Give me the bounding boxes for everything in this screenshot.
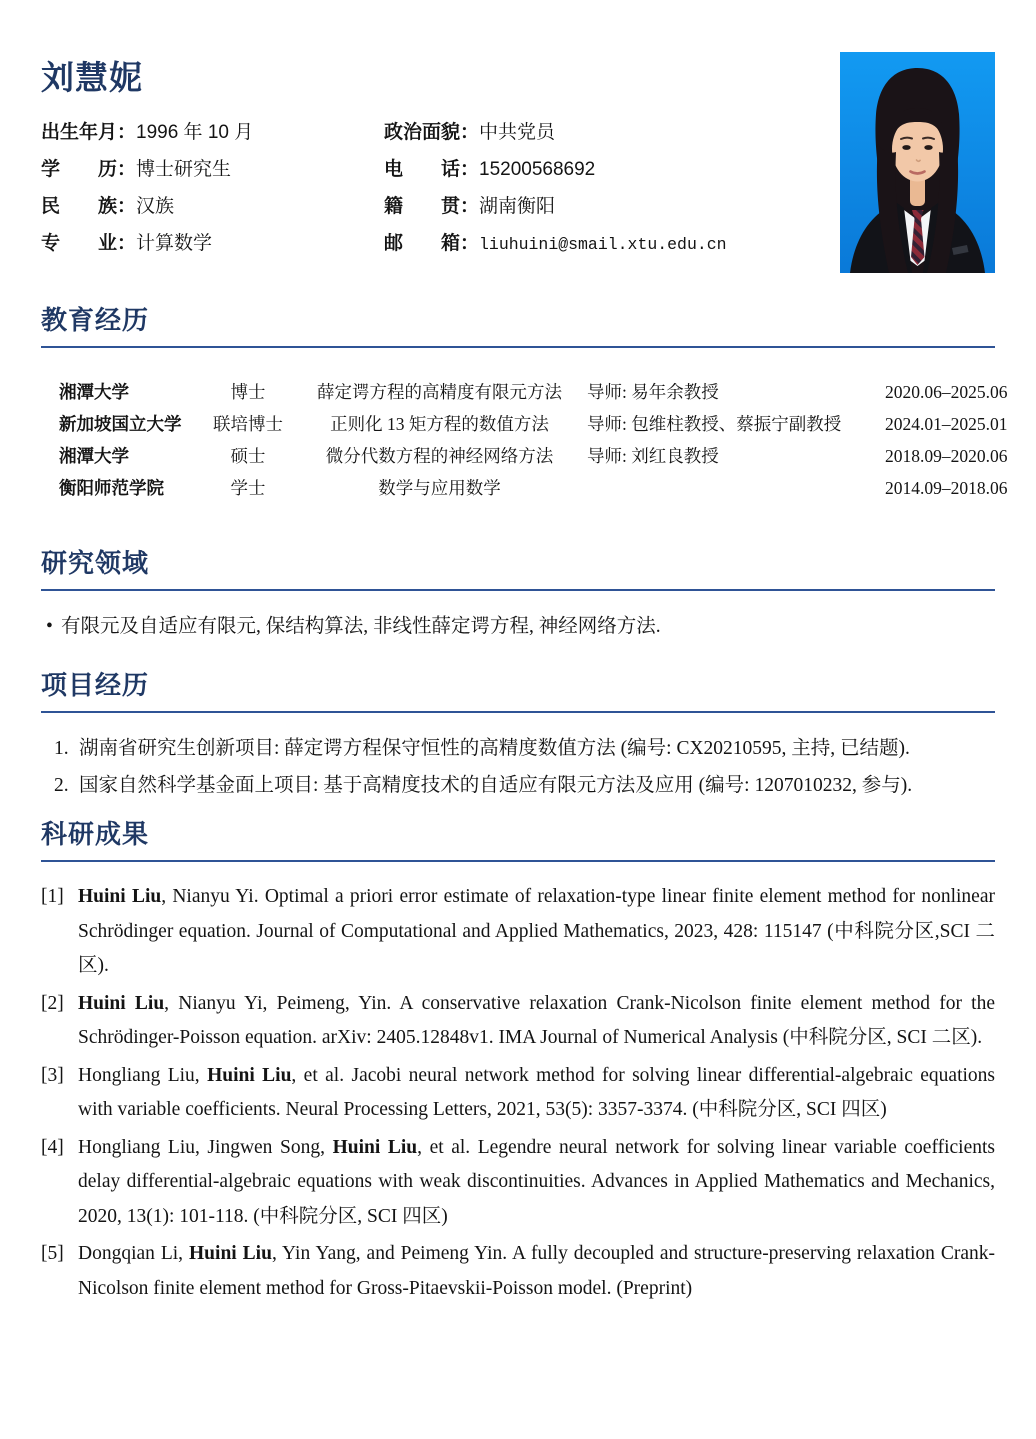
publication-segment: , Yin Yang, and Peimeng Yin. A fully decoupled and structure-preserving relaxation Crank-Nicolson finite element method for Gross-Pitaevskii-Poisson model. (Preprint): [78, 1243, 995, 1299]
info-label: 民 族：: [41, 196, 137, 217]
info-value: 计算数学: [136, 233, 213, 254]
section-title-publications: 科研成果: [41, 819, 150, 849]
info-label: 籍 贯：: [384, 196, 480, 217]
publication-text: [78, 886, 995, 976]
project-text: 湖南省研究生创新项目: 薛定谔方程保守恒性的高精度数值方法 (编号: CX20210595, 主持, 已结题).: [79, 738, 910, 759]
info-label: 出生年月：: [41, 122, 137, 143]
info-row: [41, 225, 384, 262]
publication-index: [1]: [41, 886, 64, 907]
section-title-education: 教育经历: [41, 305, 150, 335]
education-row: [59, 472, 1008, 504]
info-row: [41, 114, 384, 151]
publication-text: [78, 1137, 995, 1227]
info-label: 学 历：: [41, 159, 137, 180]
info-value: 15200568692: [479, 159, 596, 180]
education-row: [59, 376, 1008, 408]
section-education: [41, 305, 1008, 504]
education-school: 衡阳师范学院: [59, 478, 164, 498]
publication-item: [41, 1131, 995, 1235]
publication-text: [78, 993, 995, 1049]
section-title-research: 研究领域: [41, 548, 150, 578]
education-topic: 微分代数方程的神经网络方法: [325, 446, 554, 466]
education-school: 湘潭大学: [59, 446, 129, 466]
education-degree: 联培博士: [213, 414, 283, 434]
publication-segment: , Nianyu Yi, Peimeng, Yin. A conservative relaxation Crank-Nicolson finite element method for the Schrödinger-Poisson equation. arXiv: 2405.12848v1. IMA Journal of Numerical Analysis (中科院分区, SCI 二区).: [78, 992, 995, 1048]
publication-list: [41, 880, 995, 1306]
section-divider: [41, 589, 995, 591]
education-degree: 硕士: [230, 446, 266, 466]
author-highlight: Huini Liu: [78, 886, 162, 907]
project-list: [41, 731, 995, 803]
info-value: 1996 年 10 月: [136, 122, 254, 143]
publication-item: [41, 1059, 995, 1128]
publication-index: [4]: [41, 1136, 64, 1158]
section-projects: [41, 670, 995, 803]
research-area-list: [41, 609, 995, 644]
education-advisor: 导师: 刘红良教授: [587, 446, 719, 466]
publication-item: [41, 880, 995, 984]
education-period: 2018.09–2020.06: [885, 446, 1008, 466]
publication-text: [78, 1065, 995, 1121]
project-item: [41, 731, 995, 766]
right-eye: [924, 145, 932, 150]
education-period: 2020.06–2025.06: [885, 382, 1008, 402]
person-name: 刘慧妮: [41, 59, 143, 96]
publication-index: [5]: [41, 1243, 64, 1264]
research-area-item: [41, 609, 995, 644]
publication-segment: Dongqian Li,: [78, 1243, 190, 1264]
info-value: liuhuini@smail.xtu.edu.cn: [479, 235, 727, 254]
education-advisor: 导师: 易年余教授: [587, 382, 719, 402]
education-degree: 博士: [230, 382, 266, 402]
education-period: 2014.09–2018.06: [885, 478, 1008, 498]
info-value: 湖南衡阳: [479, 196, 556, 217]
info-value: 中共党员: [479, 122, 556, 143]
bullet-icon: •: [46, 616, 53, 637]
publication-index: [3]: [41, 1064, 64, 1086]
section-research-areas: [41, 548, 995, 644]
info-label: 政治面貌：: [384, 122, 480, 143]
education-advisor: [587, 472, 885, 504]
publication-segment: , Nianyu Yi. Optimal a priori error estimate of relaxation-type linear finite element method for nonlinear Schrödinger equation. Journal of Computational and Applied Mathematics, 2023, 428: 115147 (中科院分区,SCI 二区).: [78, 886, 995, 976]
publication-segment: Hongliang Liu, Jingwen Song,: [78, 1136, 333, 1158]
section-publications: [41, 819, 995, 1306]
portrait-photo: [840, 52, 995, 273]
education-school: 新加坡国立大学: [59, 414, 182, 434]
publication-text: [78, 1243, 995, 1299]
project-number: 2.: [54, 775, 69, 796]
info-value: 博士研究生: [136, 159, 232, 180]
publication-item: [41, 1237, 995, 1306]
project-text: 国家自然科学基金面上项目: 基于高精度技术的自适应有限元方法及应用 (编号: 1207010232, 参与).: [79, 775, 913, 796]
education-row: [59, 440, 1008, 472]
education-period: 2024.01–2025.01: [885, 414, 1008, 434]
header: [41, 58, 995, 263]
author-highlight: Huini Liu: [78, 992, 165, 1014]
info-label: 专 业：: [41, 233, 137, 254]
publication-segment: , et al. Legendre neural network for solving linear variable coefficients delay differential-algebraic equations with weak discontinuities. Advances in Applied Mathematics and Mechanics, 2020, 13(1): 101-118. (中科院分区, SCI 四区): [78, 1136, 995, 1227]
section-divider: [41, 711, 995, 713]
author-highlight: Huini Liu: [332, 1136, 418, 1158]
info-row: [41, 151, 384, 188]
info-label: 邮 箱：: [384, 233, 480, 254]
research-area-text: 有限元及自适应有限元, 保结构算法, 非线性薛定谔方程, 神经网络方法.: [61, 616, 661, 637]
education-topic: 数学与应用数学: [378, 478, 501, 498]
section-divider: [41, 860, 995, 862]
info-label: 电 话：: [384, 159, 480, 180]
personal-info-left-column: [41, 114, 384, 263]
publication-index: [2]: [41, 992, 64, 1014]
project-number: 1.: [54, 738, 69, 759]
education-degree: 学士: [230, 478, 266, 498]
left-eye: [902, 145, 910, 150]
info-row: [41, 188, 384, 225]
education-advisor: 导师: 包维柱教授、蔡振宁副教授: [587, 414, 842, 434]
education-table: [41, 376, 1008, 504]
section-title-projects: 项目经历: [41, 670, 150, 700]
education-topic: 正则化 13 矩方程的数值方法: [330, 414, 549, 434]
project-item: [41, 768, 995, 803]
education-topic: 薛定谔方程的高精度有限元方法: [317, 382, 562, 402]
publication-segment: , et al. Jacobi neural network method for solving linear differential-algebraic equations with variable coefficients. Neural Processing Letters, 2021, 53(5): 3357-3374. (中科院分区, SCI 四区): [78, 1064, 995, 1120]
publication-segment: Hongliang Liu,: [78, 1064, 208, 1086]
section-divider: [41, 346, 995, 348]
education-school: 湘潭大学: [59, 382, 129, 402]
publication-item: [41, 987, 995, 1056]
author-highlight: Huini Liu: [189, 1243, 272, 1264]
info-value: 汉族: [136, 196, 175, 217]
author-highlight: Huini Liu: [207, 1064, 292, 1086]
education-row: [59, 408, 1008, 440]
